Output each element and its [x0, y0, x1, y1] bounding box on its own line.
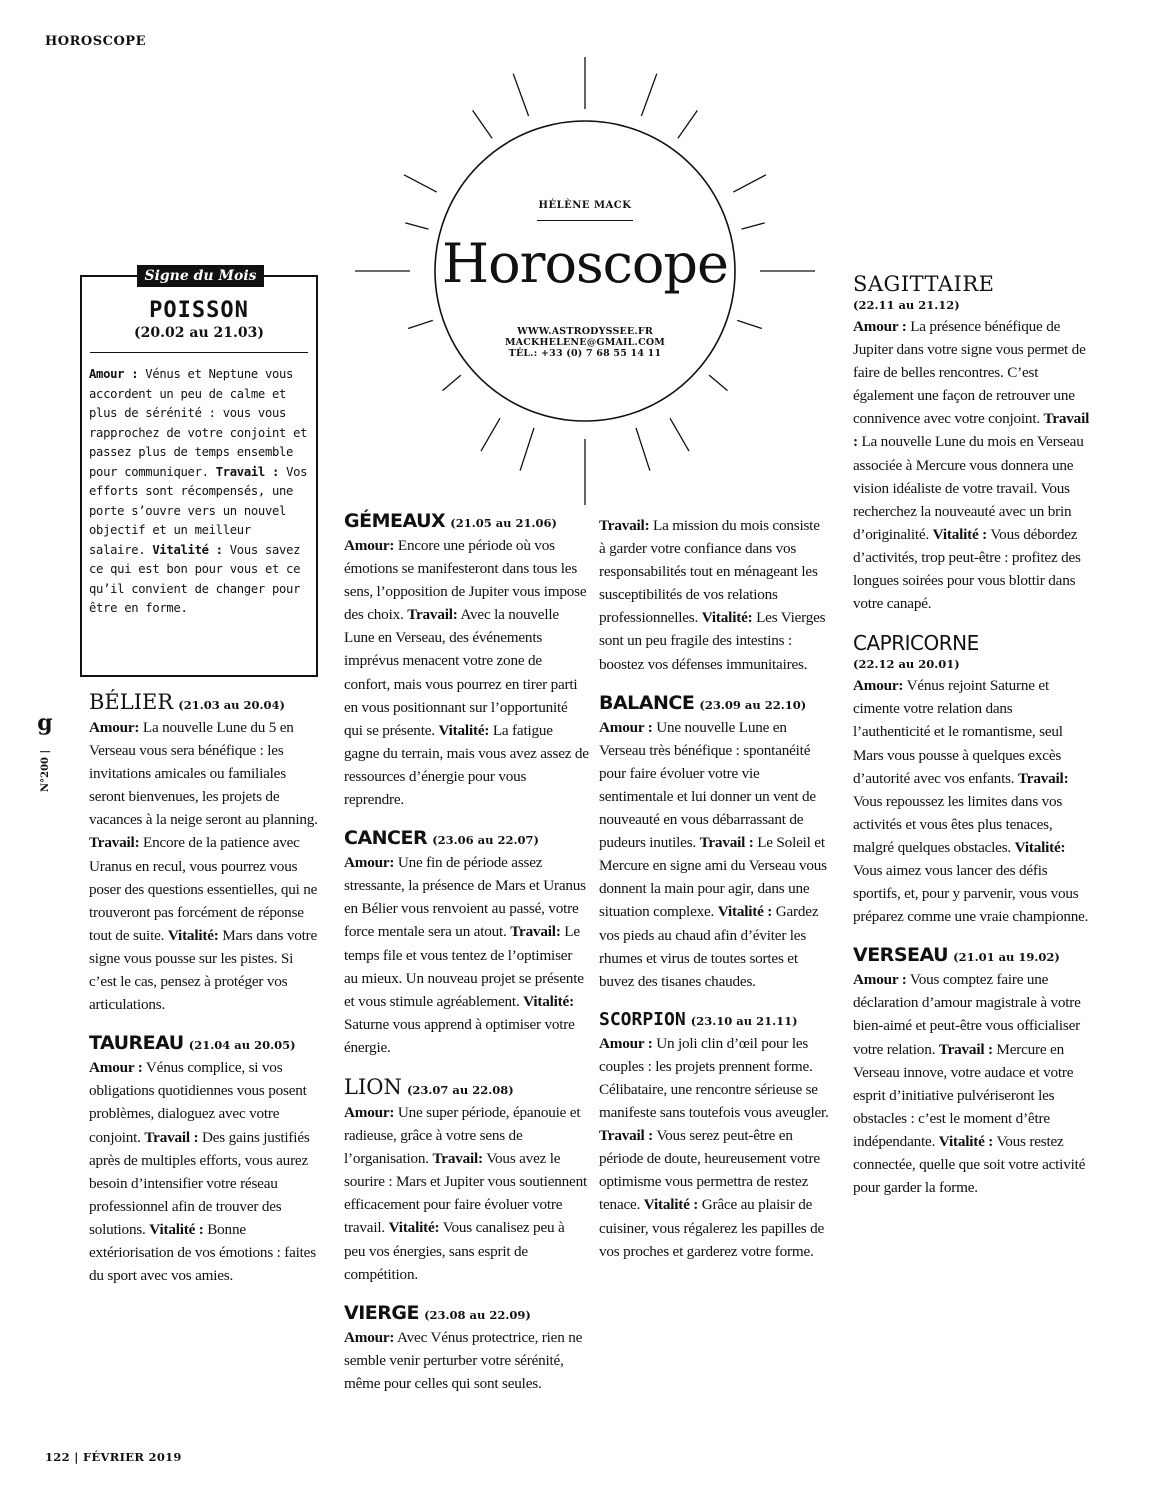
sign-name: CANCER: [344, 827, 428, 850]
sign-capricorne: [853, 631, 1093, 928]
sun-ray: [737, 320, 762, 328]
sign-name: VIERGE: [344, 1301, 419, 1324]
vitalite-text: Vous débordez d’activités, trop peut-être : profitez des longues soirées pour vous blottir dans votre canapé.: [853, 525, 1081, 613]
sign-verseau: [853, 944, 1093, 1199]
vitalite-label: Vitalité:: [1014, 838, 1066, 856]
travail-text: Le temps file et vous tentez de l’optimiser au mieux. Un nouveau projet se présente et vous stimule agréablement.: [344, 923, 584, 1010]
vitalite-text: Saturne vous apprend à optimiser votre énergie.: [344, 1015, 575, 1056]
sign-name: BALANCE: [599, 691, 695, 714]
amour-text: La nouvelle Lune du 5 en Verseau vous sera bénéfique : les invitations amicales ou familiales seront bienvenues, les projets de vacances à la neige seront au planning.: [89, 719, 318, 829]
sign-text: [853, 674, 1093, 928]
column-3: [599, 514, 829, 1263]
travail-label: Travail :: [144, 1128, 199, 1146]
sun-ray: [513, 74, 528, 116]
travail-label: Travail:: [407, 606, 458, 624]
sun-ray: [473, 110, 493, 138]
sun-ray: [404, 175, 437, 192]
amour-text: Une nouvelle Lune en Verseau très bénéfique : spontanéité pour faire évoluer votre vie sentimentale et lui donner un vent de nouveauté en vous débarrassant de pudeurs inutiles.: [599, 718, 816, 852]
amour-text: Une super période, épanouie et radieuse, grâce à votre sens de l’organisation.: [344, 1103, 581, 1168]
sign-name: BÉLIER: [89, 690, 174, 714]
section-label: HOROSCOPE: [45, 34, 146, 49]
sign-dates: (21.05 au 21.06): [450, 516, 557, 530]
sign-name: CAPRICORNE: [853, 631, 979, 656]
travail-text: Vous repoussez les limites dans vos activités et vous êtes plus tenaces, malgré quelques obstacles.: [853, 792, 1063, 856]
website-link[interactable]: WWW.ASTRODYSSEE.FR: [517, 326, 653, 337]
sun-ray: [408, 320, 433, 328]
sign-belier: [89, 690, 321, 1016]
sign-text: [853, 315, 1093, 615]
travail-text: Avec la nouvelle Lune en Verseau, des événements imprévus menacent votre zone de confort, mais vous pourrez en tirer parti en vous positionnant sur l’opportunité qui se présente.: [344, 606, 578, 739]
sign-dates: (23.06 au 22.07): [432, 833, 539, 848]
sign-text: [344, 851, 589, 1059]
travail-label: Travail:: [432, 1150, 483, 1168]
page-title: Horoscope: [442, 232, 728, 295]
vitalite-text: Les Vierges sont un peu fragile des intestins : boostez vos défenses immunitaires.: [599, 609, 826, 673]
sun-ray: [678, 110, 698, 138]
vitalite-label: Vitalité :: [152, 542, 223, 557]
amour-text: Encore une période où vos émotions se manifesteront dans tous les sens, l’opposition de Jupiter vous impose des choix.: [344, 537, 587, 624]
amour-text: Vénus complice, si vos obligations quotidiennes vous posent problèmes, dialoguez avec votre conjoint.: [89, 1059, 307, 1146]
travail-label: Travail :: [215, 464, 280, 479]
sign-vierge: [344, 1302, 589, 1395]
sign-name: SAGITTAIRE: [853, 272, 995, 296]
vitalite-text: Vous restez connectée, quelle que soit votre activité pour garder la forme.: [853, 1132, 1086, 1197]
travail-text: Vos efforts sont récompensés, une porte s’ouvre vers un nouvel objectif et un meilleur salaire.: [89, 464, 308, 557]
sign-name: LION: [344, 1074, 402, 1099]
column-4: [853, 272, 1093, 1199]
amour-label: Amour:: [344, 1328, 395, 1346]
travail-label: Travail :: [599, 1127, 654, 1145]
vitalite-label: Vitalité:: [438, 721, 490, 739]
amour-label: Amour:: [853, 677, 904, 695]
vitalite-text: Vous aimez vous lancer des défis sportifs, et, pour y parvenir, vous vous préparez comme une vraie championne.: [853, 861, 1089, 926]
travail-text: Vous avez le sourire : Mars et Jupiter vous soutiennent efficacement pour faire évoluer votre travail.: [344, 1150, 587, 1237]
travail-label: Travail :: [938, 1040, 993, 1058]
amour-text: Vénus rejoint Saturne et cimente votre relation dans l’authenticité et le romantisme, seul Mars vous pousse à quelques excès d’autorité avec vos enfants.: [853, 677, 1063, 787]
sign-text: [89, 1056, 321, 1287]
sign-of-month-name: POISSON: [149, 298, 249, 323]
sign-text: [853, 968, 1093, 1199]
amour-text: Avec Vénus protectrice, rien ne semble venir perturber votre sérénité, même pour celles qui sont seules.: [344, 1328, 583, 1392]
issue-marker: [30, 712, 60, 802]
sun-ray: [443, 375, 461, 391]
sign-scorpion: [599, 1009, 829, 1263]
amour-label: Amour :: [599, 718, 653, 736]
sign-dates: (22.11 au 21.12): [853, 298, 960, 312]
phone-number: TÉL.: +33 (0) 7 68 55 14 11: [508, 348, 662, 359]
travail-label: Travail:: [89, 834, 140, 852]
vitalite-label: Vitalité :: [717, 903, 773, 921]
travail-text: Encore de la patience avec Uranus en recul, vous pourrez vous poser des questions essentielles, qui ne trouveront pas forcément de réponse tout de suite.: [89, 834, 318, 944]
author-name: HÉLÈNE MACK: [538, 200, 632, 211]
sun-ray: [641, 74, 656, 116]
vitalite-label: Vitalité:: [701, 609, 753, 627]
sun-ray: [636, 428, 650, 471]
travail-text: Le Soleil et Mercure en signe ami du Verseau vous donnent la main pour agir, dans une situation complexe.: [599, 834, 827, 921]
sign-balance: [599, 692, 829, 993]
sign-text: [89, 716, 321, 1016]
sign-text: [344, 1101, 589, 1286]
sun-ray: [742, 223, 765, 229]
amour-label: Amour:: [344, 1103, 395, 1121]
amour-text: Une fin de période assez stressante, la présence de Mars et Uranus en Bélier vous renvoient au passé, votre force mentale sera un atout.: [344, 854, 586, 941]
sign-lion: [344, 1075, 589, 1286]
magazine-logo-icon: g: [37, 710, 53, 736]
sun-ray: [405, 223, 428, 229]
vitalite-label: Vitalité :: [643, 1196, 699, 1214]
sun-ray: [670, 418, 689, 451]
sign-dates: (21.01 au 19.02): [953, 950, 1060, 965]
travail-label: Travail:: [1018, 769, 1069, 787]
sign-text: [344, 1326, 589, 1395]
amour-text: Vénus et Neptune vous accordent un peu de calme et plus de sérénité : vous vous rapprochez de votre conjoint et passez plus de temps ensemble pour communiquer.: [89, 367, 308, 479]
sign-name: VERSEAU: [853, 944, 949, 967]
sign-name: TAUREAU: [89, 1032, 184, 1055]
amour-label: Amour :: [853, 971, 907, 989]
travail-text: La mission du mois consiste à garder votre confiance dans vos responsabilités tout en ménageant les susceptibilités de vos relations professionnelles.: [599, 517, 820, 627]
vitalite-label: Vitalité :: [938, 1132, 994, 1150]
sign-dates: (21.04 au 20.05): [188, 1038, 296, 1053]
vitalite-label: Vitalité:: [388, 1219, 440, 1237]
vitalite-text: Gardez vos pieds au chaud afin d’éviter les rhumes et virus de toutes sortes et buvez des tisanes chaudes.: [599, 903, 819, 990]
sign-of-month-text: [89, 365, 311, 619]
amour-text: Un joli clin d’œil pour les couples : les projets prennent forme. Célibataire, une rencontre sérieuse se manifeste sans toutefois vous aveugler.: [599, 1034, 829, 1122]
sign-vierge-continued: [599, 514, 829, 676]
sun-ray: [733, 175, 766, 192]
sign-dates: (23.09 au 22.10): [699, 697, 807, 712]
sign-text: [599, 1032, 829, 1263]
sun-ray: [709, 375, 727, 391]
sign-of-month-divider: [90, 352, 308, 353]
amour-label: Amour :: [89, 367, 139, 381]
amour-label: Amour :: [599, 1034, 653, 1052]
email-link[interactable]: MACKHELENE@GMAIL.COM: [504, 337, 666, 348]
sign-taureau: [89, 1032, 321, 1287]
travail-text: Mercure en Verseau innove, votre audace et votre esprit d’initiative pulvériseront les obstacles : c’est le moment d’être indépendante.: [853, 1040, 1074, 1150]
vitalite-text: La fatigue gagne du terrain, mais vous avez assez de ressources d’énergie pour vous reprendre.: [344, 721, 589, 809]
sign-dates: (21.03 au 20.04): [178, 698, 285, 712]
vitalite-label: Vitalité:: [167, 926, 219, 944]
vitalite-text: Vous savez ce qui est bon pour vous et ce qu’il convient de changer pour être en forme.: [89, 542, 301, 615]
travail-label: Travail :: [853, 410, 1090, 451]
travail-label: Travail:: [599, 517, 650, 534]
travail-text: Des gains justifiés après de multiples efforts, vous aurez besoin d’intensifier votre réseau professionnel afin de trouver des solutions.: [89, 1128, 310, 1238]
sign-text: [599, 514, 829, 676]
contact-block: [435, 326, 735, 359]
vitalite-text: Vous canalisez peu à peu vos énergies, sans esprit de compétition.: [344, 1219, 565, 1283]
column-1: [89, 690, 321, 1287]
travail-text: La nouvelle Lune du mois en Verseau associée à Mercure vous donnera une vision idéaliste de votre travail. Vous recherchez la nouveauté avec un brin d’originalité.: [853, 433, 1084, 543]
page-footer: 122 | FÉVRIER 2019: [45, 1450, 182, 1464]
travail-label: Travail :: [699, 834, 754, 852]
amour-label: Amour:: [89, 719, 140, 736]
issue-number: N°200 |: [40, 749, 51, 792]
vitalite-label: Vitalité :: [932, 525, 988, 543]
travail-text: Vous serez peut-être en période de doute, heureusement votre optimisme vous permettra de restez tenace.: [599, 1127, 820, 1214]
vitalite-text: Grâce au plaisir de cuisiner, vous régalerez les papilles de vos proches et garderez votre forme.: [599, 1196, 825, 1260]
travail-label: Travail:: [510, 923, 561, 941]
sign-of-month-badge: Signe du Mois: [137, 265, 264, 287]
sign-of-month-dates: (20.02 au 21.03): [134, 325, 264, 341]
amour-label: Amour :: [89, 1059, 143, 1077]
amour-label: Amour:: [344, 537, 395, 554]
amour-label: Amour :: [853, 318, 907, 335]
column-2: [344, 510, 589, 1395]
author-divider: [537, 220, 633, 221]
sign-text: [599, 716, 829, 993]
sign-gemeaux: [344, 510, 589, 811]
amour-label: Amour:: [344, 854, 395, 872]
sign-dates: (23.10 au 21.11): [690, 1013, 798, 1028]
sun-ray: [520, 428, 534, 471]
sign-dates: (22.12 au 20.01): [853, 657, 960, 672]
vitalite-text: Mars dans votre signe vous pousse sur les pistes. Si c’est le cas, pensez à protéger vos articulations.: [89, 926, 318, 1014]
sign-dates: (23.08 au 22.09): [424, 1307, 531, 1322]
sun-ray: [481, 418, 500, 451]
sign-cancer: [344, 827, 589, 1059]
amour-text: La présence bénéfique de Jupiter dans votre signe vous permet de faire de belles rencontres. C’est également une façon de retrouver une connivence avec votre conjoint.: [853, 318, 1086, 428]
amour-text: Vous comptez faire une déclaration d’amour magistrale à votre bien-aimé et peut-être vous officialiser votre relation.: [853, 971, 1081, 1058]
vitalite-text: Bonne extériorisation de vos émotions : faites du sport avec vos amies.: [89, 1220, 316, 1285]
sign-text: [344, 534, 589, 811]
sign-sagittaire: [853, 272, 1093, 615]
sign-name: SCORPION: [599, 1008, 686, 1030]
vitalite-label: Vitalité:: [523, 992, 574, 1010]
sign-dates: (23.07 au 22.08): [406, 1082, 514, 1097]
sign-name: GÉMEAUX: [344, 510, 446, 532]
vitalite-label: Vitalité :: [149, 1220, 204, 1238]
